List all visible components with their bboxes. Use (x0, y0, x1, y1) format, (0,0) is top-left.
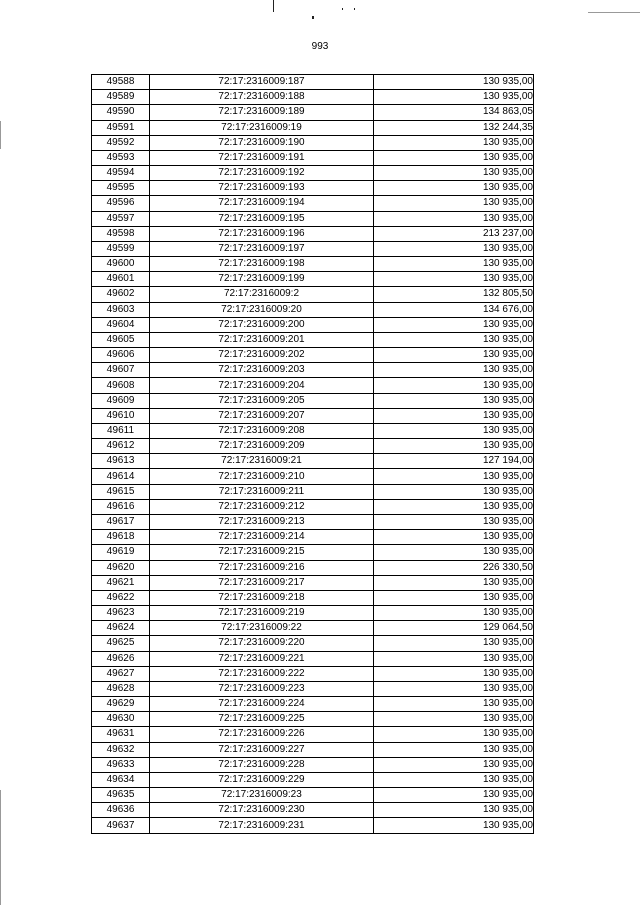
row-number-cell: 49607 (92, 363, 150, 378)
value-cell: 130 935,00 (374, 575, 534, 590)
row-number-cell: 49618 (92, 530, 150, 545)
table-row (92, 484, 534, 499)
row-number-cell: 49592 (92, 135, 150, 150)
value-cell: 130 935,00 (374, 423, 534, 438)
cadastral-number-cell: 72:17:2316009:204 (150, 378, 374, 393)
value-cell: 130 935,00 (374, 181, 534, 196)
row-number-cell: 49629 (92, 697, 150, 712)
table-row (92, 530, 534, 545)
row-number-cell: 49602 (92, 287, 150, 302)
cadastral-number-cell: 72:17:2316009:200 (150, 317, 374, 332)
cadastral-value-table (91, 74, 534, 834)
value-cell: 130 935,00 (374, 499, 534, 514)
table-row (92, 120, 534, 135)
cadastral-number-cell: 72:17:2316009:194 (150, 196, 374, 211)
cadastral-number-cell: 72:17:2316009:210 (150, 469, 374, 484)
cadastral-number-cell: 72:17:2316009:229 (150, 772, 374, 787)
value-cell: 132 805,50 (374, 287, 534, 302)
cadastral-number-cell: 72:17:2316009:226 (150, 727, 374, 742)
cadastral-number-cell: 72:17:2316009:219 (150, 606, 374, 621)
cadastral-number-cell: 72:17:2316009:2 (150, 287, 374, 302)
cadastral-number-cell: 72:17:2316009:23 (150, 788, 374, 803)
cadastral-number-cell: 72:17:2316009:213 (150, 514, 374, 529)
cadastral-number-cell: 72:17:2316009:199 (150, 272, 374, 287)
value-cell: 226 330,50 (374, 560, 534, 575)
cadastral-number-cell: 72:17:2316009:217 (150, 575, 374, 590)
value-cell: 130 935,00 (374, 150, 534, 165)
row-number-cell: 49598 (92, 226, 150, 241)
row-number-cell: 49590 (92, 105, 150, 120)
row-number-cell: 49599 (92, 241, 150, 256)
table-row (92, 681, 534, 696)
row-number-cell: 49615 (92, 484, 150, 499)
value-cell: 130 935,00 (374, 666, 534, 681)
cadastral-number-cell: 72:17:2316009:208 (150, 423, 374, 438)
cadastral-number-cell: 72:17:2316009:216 (150, 560, 374, 575)
value-cell: 127 194,00 (374, 454, 534, 469)
value-cell: 134 863,05 (374, 105, 534, 120)
row-number-cell: 49613 (92, 454, 150, 469)
row-number-cell: 49630 (92, 712, 150, 727)
value-cell: 130 935,00 (374, 348, 534, 363)
row-number-cell: 49594 (92, 166, 150, 181)
cadastral-number-cell: 72:17:2316009:228 (150, 757, 374, 772)
table-row (92, 742, 534, 757)
scan-mark-dot (354, 8, 355, 10)
value-cell: 130 935,00 (374, 727, 534, 742)
row-number-cell: 49633 (92, 757, 150, 772)
table-row (92, 317, 534, 332)
row-number-cell: 49588 (92, 75, 150, 90)
table-row (92, 545, 534, 560)
row-number-cell: 49620 (92, 560, 150, 575)
table-row (92, 666, 534, 681)
row-number-cell: 49604 (92, 317, 150, 332)
cadastral-number-cell: 72:17:2316009:218 (150, 590, 374, 605)
row-number-cell: 49621 (92, 575, 150, 590)
table-row (92, 166, 534, 181)
value-cell: 130 935,00 (374, 408, 534, 423)
value-cell: 130 935,00 (374, 681, 534, 696)
table-row (92, 241, 534, 256)
table-row (92, 803, 534, 818)
value-cell: 130 935,00 (374, 196, 534, 211)
scan-mark-dot (312, 16, 314, 19)
row-number-cell: 49622 (92, 590, 150, 605)
value-cell: 130 935,00 (374, 803, 534, 818)
row-number-cell: 49623 (92, 606, 150, 621)
table-row (92, 393, 534, 408)
table-row (92, 469, 534, 484)
table-row (92, 590, 534, 605)
value-cell: 130 935,00 (374, 393, 534, 408)
table-row (92, 75, 534, 90)
value-cell: 130 935,00 (374, 484, 534, 499)
value-cell: 130 935,00 (374, 211, 534, 226)
row-number-cell: 49637 (92, 818, 150, 833)
row-number-cell: 49608 (92, 378, 150, 393)
value-cell: 130 935,00 (374, 545, 534, 560)
cadastral-number-cell: 72:17:2316009:198 (150, 257, 374, 272)
cadastral-number-cell: 72:17:2316009:201 (150, 332, 374, 347)
cadastral-number-cell: 72:17:2316009:205 (150, 393, 374, 408)
cadastral-number-cell: 72:17:2316009:196 (150, 226, 374, 241)
row-number-cell: 49596 (92, 196, 150, 211)
value-cell: 130 935,00 (374, 166, 534, 181)
cadastral-number-cell: 72:17:2316009:230 (150, 803, 374, 818)
table-row (92, 727, 534, 742)
table-row (92, 257, 534, 272)
value-cell: 130 935,00 (374, 135, 534, 150)
cadastral-number-cell: 72:17:2316009:207 (150, 408, 374, 423)
cadastral-number-cell: 72:17:2316009:231 (150, 818, 374, 833)
table-row (92, 181, 534, 196)
scan-mark-top (273, 0, 274, 12)
cadastral-number-cell: 72:17:2316009:223 (150, 681, 374, 696)
row-number-cell: 49627 (92, 666, 150, 681)
row-number-cell: 49631 (92, 727, 150, 742)
table-row (92, 363, 534, 378)
cadastral-number-cell: 72:17:2316009:19 (150, 120, 374, 135)
table-row (92, 105, 534, 120)
table-row (92, 348, 534, 363)
value-cell: 213 237,00 (374, 226, 534, 241)
value-cell: 130 935,00 (374, 530, 534, 545)
table-body (92, 75, 534, 834)
table-row (92, 651, 534, 666)
row-number-cell: 49636 (92, 803, 150, 818)
value-cell: 130 935,00 (374, 788, 534, 803)
row-number-cell: 49628 (92, 681, 150, 696)
value-cell: 130 935,00 (374, 257, 534, 272)
row-number-cell: 49600 (92, 257, 150, 272)
row-number-cell: 49597 (92, 211, 150, 226)
row-number-cell: 49614 (92, 469, 150, 484)
row-number-cell: 49611 (92, 423, 150, 438)
table-row (92, 560, 534, 575)
cadastral-number-cell: 72:17:2316009:191 (150, 150, 374, 165)
cadastral-number-cell: 72:17:2316009:202 (150, 348, 374, 363)
row-number-cell: 49612 (92, 439, 150, 454)
row-number-cell: 49635 (92, 788, 150, 803)
value-cell: 130 935,00 (374, 757, 534, 772)
value-cell: 130 935,00 (374, 651, 534, 666)
table-row (92, 606, 534, 621)
cadastral-number-cell: 72:17:2316009:188 (150, 90, 374, 105)
row-number-cell: 49593 (92, 150, 150, 165)
table-row (92, 302, 534, 317)
value-cell: 130 935,00 (374, 636, 534, 651)
row-number-cell: 49617 (92, 514, 150, 529)
value-cell: 130 935,00 (374, 439, 534, 454)
table-row (92, 272, 534, 287)
row-number-cell: 49603 (92, 302, 150, 317)
row-number-cell: 49634 (92, 772, 150, 787)
row-number-cell: 49626 (92, 651, 150, 666)
table-row (92, 454, 534, 469)
cadastral-number-cell: 72:17:2316009:197 (150, 241, 374, 256)
cadastral-number-cell: 72:17:2316009:220 (150, 636, 374, 651)
table-row (92, 772, 534, 787)
cadastral-number-cell: 72:17:2316009:195 (150, 211, 374, 226)
value-cell: 130 935,00 (374, 590, 534, 605)
table-row (92, 423, 534, 438)
value-cell: 130 935,00 (374, 697, 534, 712)
row-number-cell: 49591 (92, 120, 150, 135)
value-cell: 134 676,00 (374, 302, 534, 317)
cadastral-number-cell: 72:17:2316009:222 (150, 666, 374, 681)
cadastral-number-cell: 72:17:2316009:215 (150, 545, 374, 560)
table-row (92, 788, 534, 803)
table-row (92, 196, 534, 211)
row-number-cell: 49619 (92, 545, 150, 560)
value-cell: 130 935,00 (374, 606, 534, 621)
row-number-cell: 49616 (92, 499, 150, 514)
cadastral-number-cell: 72:17:2316009:212 (150, 499, 374, 514)
table-row (92, 439, 534, 454)
scan-mark-dot (342, 8, 343, 10)
cadastral-number-cell: 72:17:2316009:225 (150, 712, 374, 727)
value-cell: 130 935,00 (374, 742, 534, 757)
value-cell: 130 935,00 (374, 90, 534, 105)
table-row (92, 135, 534, 150)
cadastral-number-cell: 72:17:2316009:224 (150, 697, 374, 712)
row-number-cell: 49589 (92, 90, 150, 105)
cadastral-number-cell: 72:17:2316009:22 (150, 621, 374, 636)
row-number-cell: 49610 (92, 408, 150, 423)
table-row (92, 636, 534, 651)
table-row (92, 90, 534, 105)
cadastral-number-cell: 72:17:2316009:209 (150, 439, 374, 454)
table-row (92, 712, 534, 727)
row-number-cell: 49606 (92, 348, 150, 363)
cadastral-number-cell: 72:17:2316009:221 (150, 651, 374, 666)
table-row (92, 226, 534, 241)
value-cell: 130 935,00 (374, 317, 534, 332)
value-cell: 132 244,35 (374, 120, 534, 135)
cadastral-number-cell: 72:17:2316009:192 (150, 166, 374, 181)
scan-edge-line-left (0, 790, 1, 905)
cadastral-number-cell: 72:17:2316009:214 (150, 530, 374, 545)
table-row (92, 514, 534, 529)
value-cell: 130 935,00 (374, 241, 534, 256)
row-number-cell: 49601 (92, 272, 150, 287)
value-cell: 130 935,00 (374, 332, 534, 347)
cadastral-number-cell: 72:17:2316009:190 (150, 135, 374, 150)
value-cell: 130 935,00 (374, 272, 534, 287)
scan-edge-line-left (0, 121, 1, 149)
value-cell: 130 935,00 (374, 514, 534, 529)
value-cell: 130 935,00 (374, 363, 534, 378)
value-cell: 130 935,00 (374, 818, 534, 833)
page-number: 993 (311, 41, 329, 52)
table-row (92, 287, 534, 302)
row-number-cell: 49625 (92, 636, 150, 651)
table-row (92, 697, 534, 712)
scan-edge-line (588, 12, 640, 13)
table-row (92, 575, 534, 590)
table-row (92, 621, 534, 636)
cadastral-number-cell: 72:17:2316009:211 (150, 484, 374, 499)
table-row (92, 499, 534, 514)
cadastral-number-cell: 72:17:2316009:187 (150, 75, 374, 90)
table-row (92, 378, 534, 393)
cadastral-number-cell: 72:17:2316009:203 (150, 363, 374, 378)
table-row (92, 150, 534, 165)
table-row (92, 818, 534, 833)
value-cell: 130 935,00 (374, 772, 534, 787)
value-cell: 130 935,00 (374, 75, 534, 90)
cadastral-number-cell: 72:17:2316009:20 (150, 302, 374, 317)
table-row (92, 332, 534, 347)
row-number-cell: 49609 (92, 393, 150, 408)
table-row (92, 757, 534, 772)
row-number-cell: 49624 (92, 621, 150, 636)
row-number-cell: 49632 (92, 742, 150, 757)
cadastral-number-cell: 72:17:2316009:21 (150, 454, 374, 469)
cadastral-number-cell: 72:17:2316009:189 (150, 105, 374, 120)
table-row (92, 408, 534, 423)
row-number-cell: 49595 (92, 181, 150, 196)
value-cell: 130 935,00 (374, 469, 534, 484)
cadastral-number-cell: 72:17:2316009:193 (150, 181, 374, 196)
value-cell: 130 935,00 (374, 378, 534, 393)
value-cell: 129 064,50 (374, 621, 534, 636)
cadastral-number-cell: 72:17:2316009:227 (150, 742, 374, 757)
value-cell: 130 935,00 (374, 712, 534, 727)
table-row (92, 211, 534, 226)
row-number-cell: 49605 (92, 332, 150, 347)
